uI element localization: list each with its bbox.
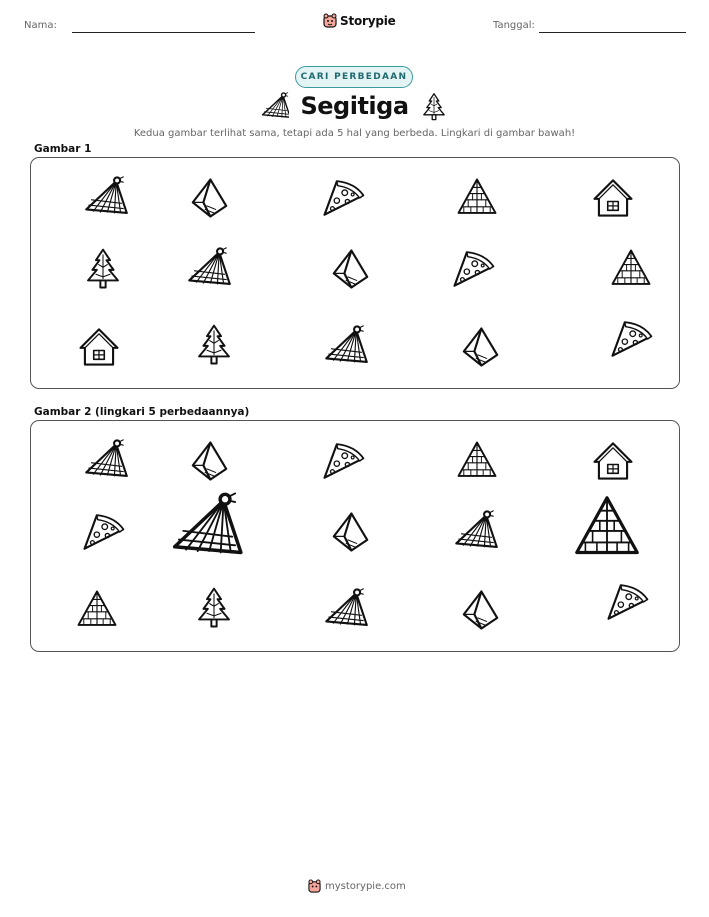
page-title: Segitiga: [300, 92, 409, 120]
pyramid-icon[interactable]: [571, 492, 643, 564]
napkin-icon: [325, 247, 369, 291]
pyramid-icon: [455, 176, 499, 220]
pyramid-icon[interactable]: [75, 588, 119, 632]
pizza-slice-icon[interactable]: [321, 439, 365, 483]
party-hat-icon[interactable]: [321, 588, 365, 632]
party-hat-icon: [321, 325, 365, 369]
footer: [308, 879, 406, 893]
pizza-slice-icon: [451, 247, 495, 291]
pine-tree-icon: [81, 247, 125, 291]
picture-panel-1: [30, 157, 680, 389]
pine-tree-icon[interactable]: [192, 586, 236, 630]
party-hat-icon[interactable]: [166, 492, 238, 564]
pizza-slice-icon: [609, 317, 653, 361]
pizza-slice-icon: [321, 176, 365, 220]
panel-2-label: Gambar 2 (lingkari 5 perbedaannya): [34, 406, 250, 418]
pizza-slice-icon[interactable]: [605, 580, 649, 624]
party-hat-icon: [81, 176, 125, 220]
date-label: Tanggal:: [493, 20, 535, 31]
house-icon[interactable]: [591, 439, 635, 483]
party-hat-icon[interactable]: [81, 439, 125, 483]
activity-badge: CARI PERBEDAAN: [295, 66, 413, 88]
napkin-icon: [184, 176, 228, 220]
name-label: Nama:: [24, 20, 57, 31]
panel-1-label: Gambar 1: [34, 143, 92, 155]
brand-name: Storypie: [340, 13, 396, 28]
storypie-mascot-icon: [323, 13, 337, 28]
footer-url: mystorypie.com: [325, 880, 406, 892]
party-hat-icon[interactable]: [451, 510, 495, 554]
pyramid-icon: [609, 247, 653, 291]
party-hat-icon: [184, 247, 228, 291]
pizza-slice-icon[interactable]: [81, 510, 125, 554]
instructions: Kedua gambar terlihat sama, tetapi ada 5 hal yang berbeda. Lingkari di gambar bawah!: [133, 128, 576, 139]
date-line[interactable]: [539, 32, 686, 33]
napkin-icon: [455, 325, 499, 369]
house-icon: [591, 176, 635, 220]
napkin-icon[interactable]: [184, 439, 228, 483]
pyramid-icon[interactable]: [455, 439, 499, 483]
name-line[interactable]: [72, 32, 255, 33]
pine-tree-icon: [192, 323, 236, 367]
napkin-icon[interactable]: [455, 588, 499, 632]
house-icon: [77, 325, 121, 369]
napkin-icon[interactable]: [325, 510, 369, 554]
picture-panel-2[interactable]: [30, 420, 680, 652]
brand-logo: [323, 13, 396, 28]
pine-tree-icon: [419, 92, 449, 122]
storypie-mascot-icon: [308, 879, 321, 893]
